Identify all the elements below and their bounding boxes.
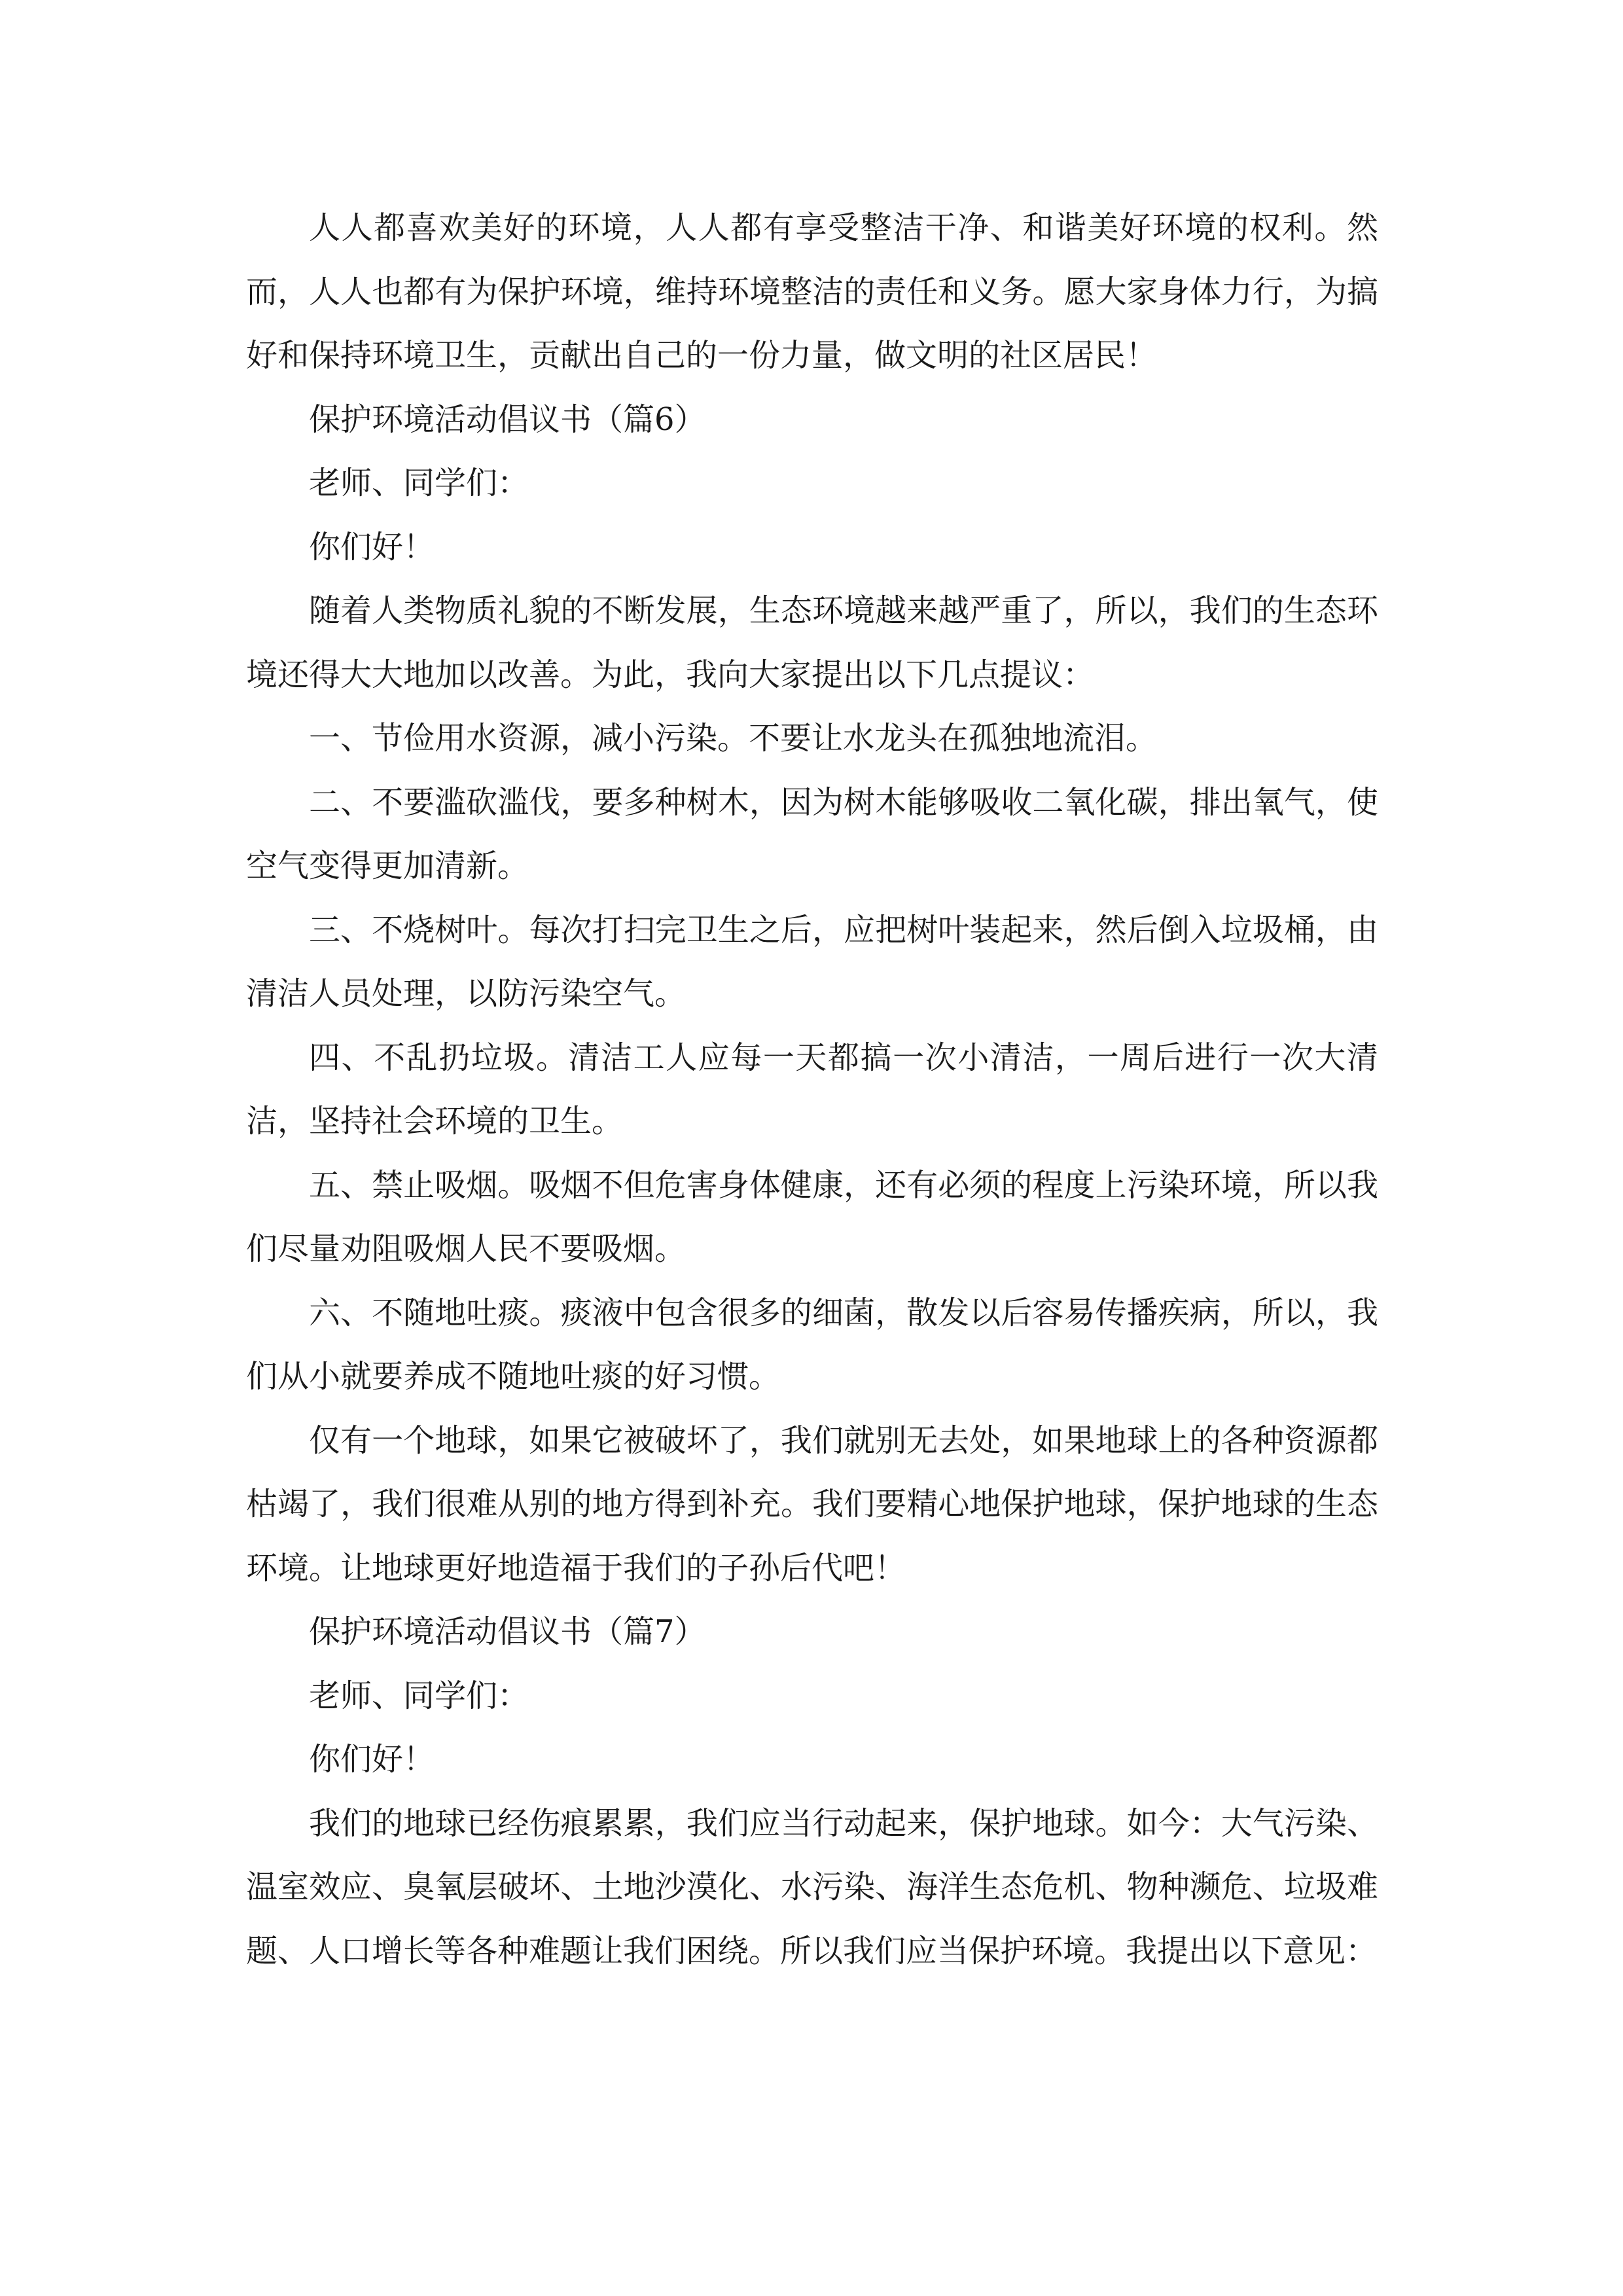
list-item-2: 二、不要滥砍滥伐，要多种树木，因为树木能够吸收二氧化碳，排出氧气，使空气变得更加清新。 bbox=[246, 783, 1378, 884]
list-item-4: 四、不乱扔垃圾。清洁工人应每一天都搞一次小清洁，一周后进行一次大清洁，坚持社会环境的卫生。 bbox=[246, 1039, 1378, 1139]
paragraph-body: 随着人类物质礼貌的不断发展，生态环境越来越严重了，所以，我们的生态环境还得大大地加以改善。为此，我向大家提出以下几点提议： bbox=[246, 592, 1378, 693]
greeting: 你们好！ bbox=[309, 528, 435, 565]
section-heading-6: 保护环境活动倡议书（篇6） bbox=[309, 401, 706, 438]
list-item-1: 一、节俭用水资源，减小污染。不要让水龙头在孤独地流泪。 bbox=[309, 720, 1158, 757]
list-item-3: 三、不烧树叶。每次打扫完卫生之后，应把树叶装起来，然后倒入垃圾桶，由清洁人员处理，以防污染空气。 bbox=[246, 911, 1378, 1012]
paragraph-body: 我们的地球已经伤痕累累，我们应当行动起来，保护地球。如今：大气污染、温室效应、臭氧层破坏、土地沙漠化、水污染、海洋生态危机、物种濒危、垃圾难题、人口增长等各种难题让我们困绕。所以我们应当保护环境。我提出以下意见： bbox=[246, 1804, 1378, 1969]
greeting: 你们好！ bbox=[309, 1741, 435, 1778]
salutation: 老师、同学们： bbox=[309, 465, 529, 501]
salutation: 老师、同学们： bbox=[309, 1677, 529, 1714]
section-heading-7: 保护环境活动倡议书（篇7） bbox=[309, 1613, 706, 1650]
document-body bbox=[246, 196, 1378, 1983]
list-item-6: 六、不随地吐痰。痰液中包含很多的细菌，散发以后容易传播疾病，所以，我们从小就要养成不随地吐痰的好习惯。 bbox=[246, 1294, 1378, 1395]
list-item-5: 五、禁止吸烟。吸烟不但危害身体健康，还有必须的程度上污染环境，所以我们尽量劝阻吸烟人民不要吸烟。 bbox=[246, 1166, 1378, 1267]
paragraph-conclusion: 仅有一个地球，如果它被破坏了，我们就别无去处，如果地球上的各种资源都枯竭了，我们很难从别的地方得到补充。我们要精心地保护地球，保护地球的生态环境。让地球更好地造福于我们的子孙后代吧！ bbox=[246, 1422, 1378, 1587]
paragraph-intro-closing: 人人都喜欢美好的环境，人人都有享受整洁干净、和谐美好环境的权利。然而，人人也都有为保护环境，维持环境整洁的责任和义务。愿大家身体力行，为搞好和保持环境卫生，贡献出自己的一份力量，做文明的社区居民！ bbox=[246, 209, 1378, 374]
